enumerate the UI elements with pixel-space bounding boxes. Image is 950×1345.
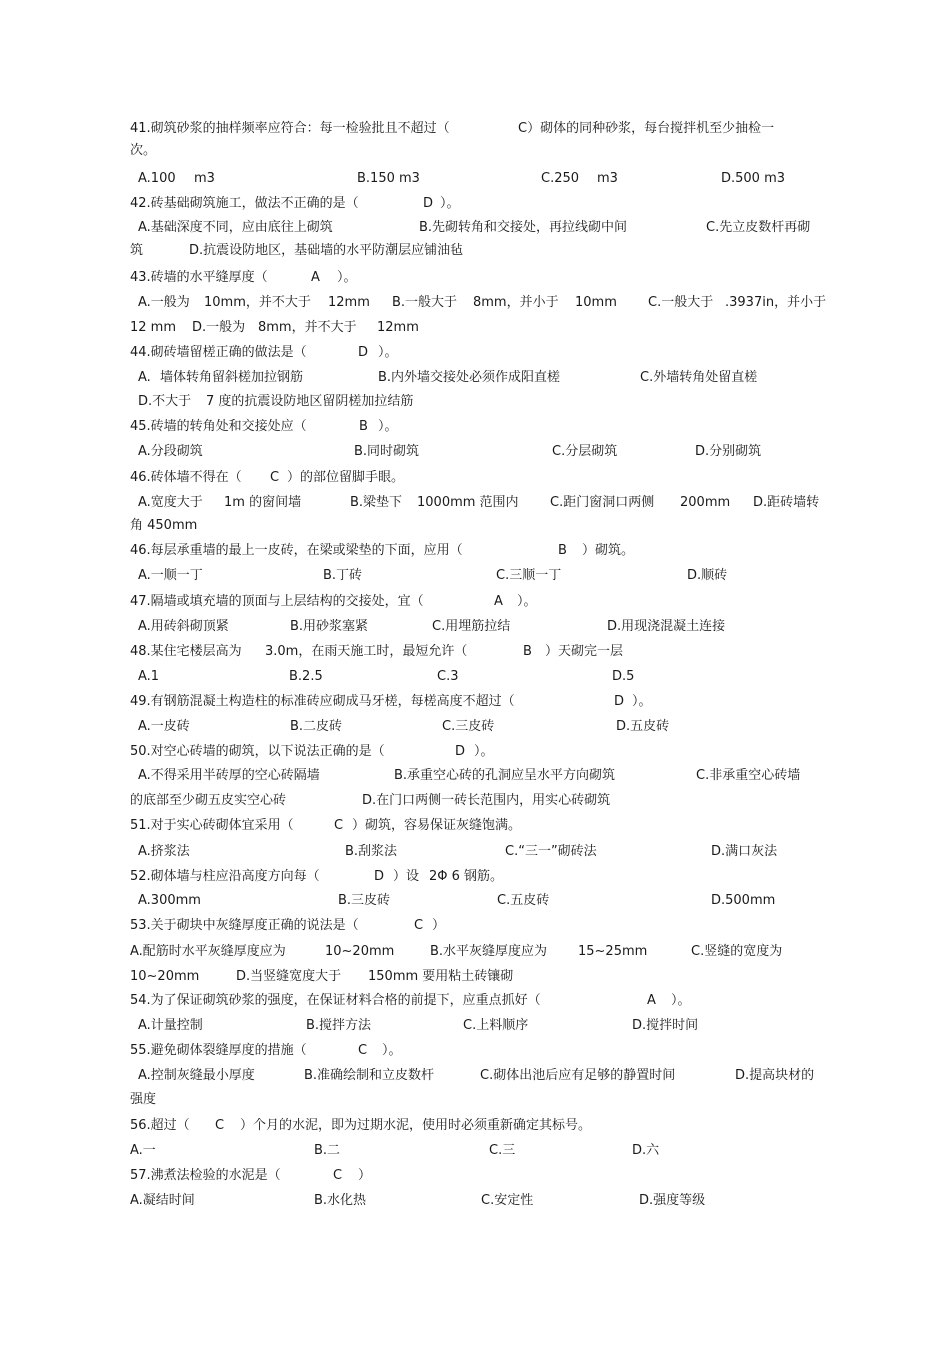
text-line: C.用埋筋拉结 — [432, 619, 511, 634]
text-line: 2Φ 6 钢筋。 — [429, 869, 504, 884]
text-line: A.一顺一丁 — [138, 568, 203, 583]
text-line: 200mm — [680, 495, 731, 510]
text-line: 8mm，并小于 — [473, 295, 559, 310]
text-line: C — [334, 818, 344, 833]
text-line: D.不大于 — [138, 394, 192, 409]
text-line: D.一般为 — [192, 320, 246, 335]
text-line: A — [311, 270, 320, 285]
text-line: D.在门口两侧一砖长范围内，用实心砖砌筑 — [362, 793, 611, 808]
text-line: ） — [358, 1168, 372, 1183]
text-line: 45.砖墙的转角处和交接处应（ — [130, 419, 307, 434]
text-line: C.砌体出池后应有足够的静置时间 — [480, 1068, 676, 1083]
text-line: D.500 m3 — [721, 171, 786, 186]
text-line: ）设 — [393, 869, 420, 884]
text-line: B.水平灰缝厚度应为 — [430, 944, 548, 959]
text-line: 46.每层承重墙的最上一皮砖，在梁或梁垫的下面，应用（ — [130, 543, 463, 558]
text-line: C.非承重空心砖墙 — [696, 768, 801, 783]
text-line: m3 — [194, 171, 215, 186]
text-line: D.距砖墙转 — [753, 495, 820, 510]
text-line: B.三皮砖 — [338, 893, 391, 908]
text-line: C.3 — [437, 669, 459, 684]
text-line: ）的部位留脚手眼。 — [287, 470, 405, 485]
text-line: B — [359, 419, 368, 434]
text-line: ）。 — [378, 419, 398, 434]
text-line: ）。 — [378, 345, 398, 360]
text-line: ）。 — [632, 694, 652, 709]
text-line: C.竖缝的宽度为 — [691, 944, 783, 959]
text-line: 墙体转角留斜槎加拉钢筋 — [160, 370, 304, 385]
text-line: 150mm 要用粘土砖镶砌 — [368, 969, 514, 984]
text-line: C — [333, 1168, 343, 1183]
text-line: C.250 — [541, 171, 580, 186]
text-line: ）。 — [474, 744, 494, 759]
text-line: C.上料顺序 — [463, 1018, 529, 1033]
text-line: 41.砌筑砂浆的抽样频率应符合：每一检验批且不超过（ — [130, 121, 450, 136]
text-line: C.三皮砖 — [442, 719, 495, 734]
text-line: 10mm — [575, 295, 617, 310]
text-line: ）个月的水泥，即为过期水泥，使用时必须重新确定其标号。 — [240, 1118, 592, 1133]
text-line: B.梁垫下 — [350, 495, 403, 510]
text-line: 10mm，并不大于 — [204, 295, 311, 310]
text-line: D.满口灰法 — [711, 844, 778, 859]
text-line: B.2.5 — [289, 669, 323, 684]
text-line: A.基础深度不同，应由底往上砌筑 — [138, 220, 333, 235]
text-line: 角 450mm — [130, 518, 198, 533]
text-line: ）。 — [440, 196, 460, 211]
text-line: 52.砌体墙与柱应沿高度方向每（ — [130, 869, 320, 884]
text-line: B.搅拌方法 — [306, 1018, 372, 1033]
text-line: 8mm，并不大于 — [258, 320, 357, 335]
text-line: C.一般大于 — [648, 295, 714, 310]
text-line: B.承重空心砖的孔洞应呈水平方向砌筑 — [394, 768, 616, 783]
text-line: 1000mm 范围内 — [417, 495, 519, 510]
text-line: 12 mm — [130, 320, 177, 335]
text-line: A. — [138, 370, 151, 385]
text-line: 42.砖基础砌筑施工，做法不正确的是（ — [130, 196, 359, 211]
text-line: ）。 — [671, 993, 691, 1008]
text-line: 筑 — [130, 243, 144, 258]
text-line: C.三顺一丁 — [496, 568, 562, 583]
text-line: C）砌体的同种砂浆，每台搅拌机至少抽检一 — [518, 121, 775, 136]
text-line: A.一般为 — [138, 295, 190, 310]
text-line: D.强度等级 — [639, 1193, 706, 1208]
text-line: D.分别砌筑 — [695, 444, 762, 459]
text-line: 57.沸煮法检验的水泥是（ — [130, 1168, 281, 1183]
text-line: 15~25mm — [578, 944, 648, 959]
text-line: D.当竖缝宽度大于 — [236, 969, 342, 984]
text-line: 的底部至少砌五皮实空心砖 — [130, 793, 287, 808]
text-line: 43.砖墙的水平缝厚度（ — [130, 270, 268, 285]
text-line: A.凝结时间 — [130, 1193, 195, 1208]
text-line: C.三 — [489, 1143, 516, 1158]
text-line: D.5 — [612, 669, 635, 684]
text-line: ）天砌完一层 — [545, 644, 624, 659]
text-line: 53.关于砌块中灰缝厚度正确的说法是（ — [130, 918, 359, 933]
text-line: B — [558, 543, 567, 558]
text-line: 强度 — [130, 1092, 157, 1107]
text-line: B — [523, 644, 532, 659]
text-line: C.外墙转角处留直槎 — [640, 370, 758, 385]
text-line: ）砌筑，容易保证灰缝饱满。 — [352, 818, 522, 833]
text-line: C.安定性 — [481, 1193, 534, 1208]
text-line: m3 — [597, 171, 618, 186]
text-line: A.一 — [130, 1143, 156, 1158]
text-line: D — [358, 345, 369, 360]
text-line: 46.砖体墙不得在（ — [130, 470, 242, 485]
text-line: B.内外墙交接处必须作成阳直槎 — [378, 370, 561, 385]
text-line: 44.砌砖墙留槎正确的做法是（ — [130, 345, 307, 360]
text-line: D — [374, 869, 385, 884]
text-line: A — [647, 993, 656, 1008]
text-line: B.丁砖 — [323, 568, 363, 583]
text-line: A.配筋时水平灰缝厚度应为 — [130, 944, 286, 959]
text-line: 3.0m，在雨天施工时，最短允许（ — [265, 644, 468, 659]
text-line: B.先砌转角和交接处，再拉线砌中间 — [419, 220, 628, 235]
text-line: A.控制灰缝最小厚度 — [138, 1068, 255, 1083]
text-line: D.六 — [632, 1143, 660, 1158]
text-line: B.水化热 — [314, 1193, 367, 1208]
text-line: B.一般大于 — [392, 295, 458, 310]
text-line: B.二皮砖 — [290, 719, 343, 734]
text-line: D.顺砖 — [687, 568, 728, 583]
text-line: 51.对于实心砖砌体宜采用（ — [130, 818, 294, 833]
text-line: C — [414, 918, 424, 933]
text-line: D.抗震设防地区，基础墙的水平防潮层应铺油毡 — [189, 243, 464, 258]
text-line: .3937in，并小于 — [725, 295, 827, 310]
text-line: D.五皮砖 — [616, 719, 670, 734]
text-line: A.1 — [138, 669, 160, 684]
text-line: A.挤浆法 — [138, 844, 190, 859]
text-line: 10~20mm — [325, 944, 395, 959]
text-line: ）砌筑。 — [582, 543, 635, 558]
text-line: ） — [432, 918, 446, 933]
text-line: A.用砖斜砌顶紧 — [138, 619, 229, 634]
text-line: C.分层砌筑 — [552, 444, 618, 459]
text-line: A.300mm — [138, 893, 201, 908]
text-line: B.用砂浆塞紧 — [290, 619, 369, 634]
text-line: 49.有钢筋混凝土构造柱的标准砖应砌成马牙槎，每槎高度不超过（ — [130, 694, 515, 709]
text-line: ）。 — [337, 270, 357, 285]
text-line: A — [494, 594, 503, 609]
text-line: C.“三一”砌砖法 — [505, 844, 597, 859]
text-line: A.分段砌筑 — [138, 444, 203, 459]
text-line: B.二 — [314, 1143, 341, 1158]
text-line: 47.隔墙或填充墙的顶面与上层结构的交接处，宜（ — [130, 594, 424, 609]
text-line: C — [358, 1043, 368, 1058]
text-line: D.提高块材的 — [735, 1068, 815, 1083]
text-line: D — [614, 694, 625, 709]
text-line: D — [455, 744, 466, 759]
text-line: B.同时砌筑 — [354, 444, 420, 459]
text-line: C — [270, 470, 280, 485]
text-line: D.用现浇混凝土连接 — [607, 619, 726, 634]
text-line: 7 度的抗震设防地区留阴槎加拉结筋 — [206, 394, 414, 409]
text-line: ）。 — [382, 1043, 402, 1058]
text-line: 54.为了保证砌筑砂浆的强度，在保证材料合格的前提下，应重点抓好（ — [130, 993, 541, 1008]
text-line: 12mm — [328, 295, 370, 310]
text-line: D.搅拌时间 — [632, 1018, 699, 1033]
text-line: 55.避免砌体裂缝厚度的措施（ — [130, 1043, 307, 1058]
text-line: D.500mm — [711, 893, 776, 908]
text-line: 12mm — [377, 320, 419, 335]
text-line: A.宽度大于 — [138, 495, 203, 510]
text-line: C.距门窗洞口两侧 — [550, 495, 655, 510]
text-line: C.五皮砖 — [497, 893, 550, 908]
text-line: A.100 — [138, 171, 176, 186]
text-line: B.150 m3 — [357, 171, 420, 186]
text-line: 56.超过（ — [130, 1118, 190, 1133]
text-line: 10~20mm — [130, 969, 200, 984]
text-line: C.先立皮数杆再砌 — [706, 220, 811, 235]
text-line: 次。 — [130, 143, 157, 158]
text-line: 50.对空心砖墙的砌筑，以下说法正确的是（ — [130, 744, 385, 759]
text-line: ）。 — [517, 594, 537, 609]
text-line: B.刮浆法 — [345, 844, 398, 859]
text-line: A.计量控制 — [138, 1018, 203, 1033]
text-line: B.准确绘制和立皮数杆 — [304, 1068, 435, 1083]
text-line: C — [215, 1118, 225, 1133]
text-line: A.一皮砖 — [138, 719, 190, 734]
text-line: 48.某住宅楼层高为 — [130, 644, 242, 659]
text-line: D — [423, 196, 434, 211]
text-line: A.不得采用半砖厚的空心砖隔墙 — [138, 768, 320, 783]
text-line: 1m 的窗间墙 — [224, 495, 302, 510]
